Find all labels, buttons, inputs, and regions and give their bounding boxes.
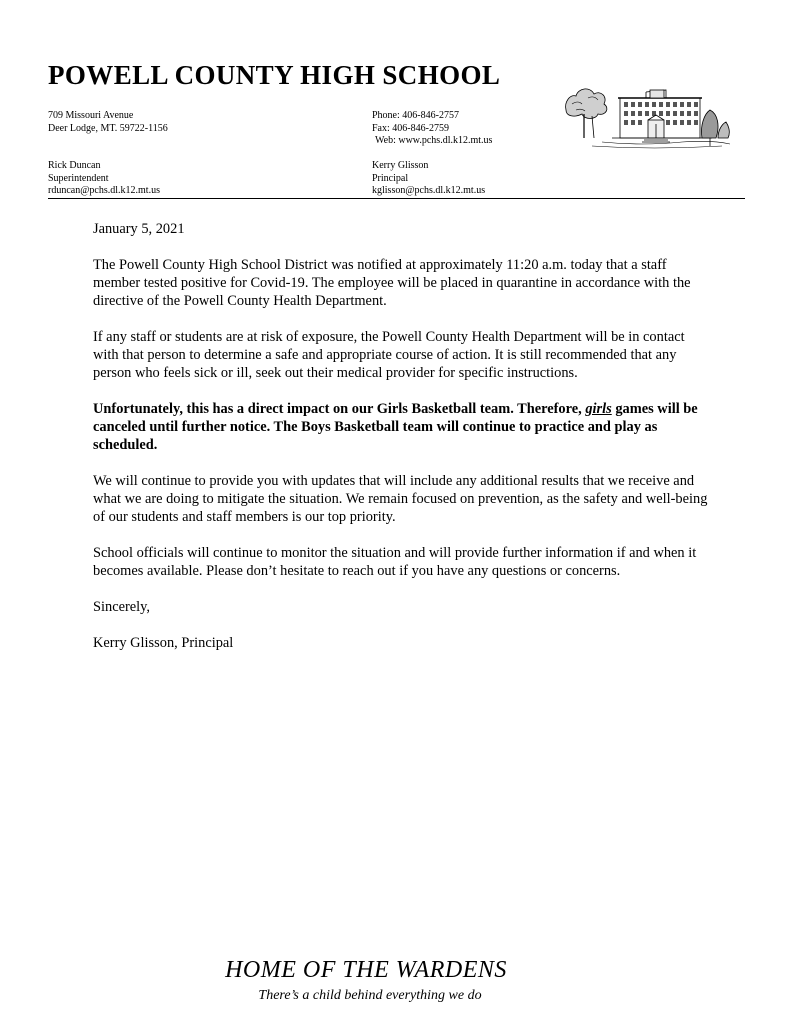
principal-email: kglisson@pchs.dl.k12.mt.us bbox=[372, 185, 486, 196]
principal-title: Principal bbox=[372, 172, 409, 184]
principal-block bbox=[372, 160, 485, 198]
girls-emphasis: girls bbox=[585, 401, 612, 417]
letter-body bbox=[93, 220, 713, 670]
school-building-icon bbox=[562, 80, 732, 152]
paragraph-updates: We will continue to provide you with updates that will include any additional results that we receive and what we are doing to mitigate the situation. We remain focused on prevention, as the safety and well-being of our students and staff members is our top priority. bbox=[93, 473, 708, 525]
school-contact bbox=[372, 110, 492, 148]
signature: Kerry Glisson, Principal bbox=[93, 635, 234, 651]
school-address bbox=[48, 110, 168, 135]
basketball-impact-text-2: games will be canceled until further notice. The Boys Basketball team will continue to practice and play as scheduled. bbox=[93, 401, 698, 453]
superintendent-title: Superintendent bbox=[48, 172, 109, 184]
closing: Sincerely, bbox=[93, 599, 151, 615]
paragraph-monitoring: School officials will continue to monitor the situation and will provide further information if and when it becomes available. Please don’t hesitate to reach out if you have any questions or concerns. bbox=[93, 545, 697, 579]
paragraph-exposure: If any staff or students are at risk of exposure, the Powell County Health Department will be in contact with that person to determine a safe and appropriate course of action. It is still recommended that any person who feels sick or ill, seek out their medical provider for specific instructions. bbox=[93, 329, 685, 381]
superintendent-name: Rick Duncan bbox=[48, 160, 101, 171]
website: Web: www.pchs.dl.k12.mt.us bbox=[375, 135, 493, 146]
basketball-impact-text-1: Unfortunately, this has a direct impact on our Girls Basketball team. Therefore, bbox=[93, 401, 586, 417]
paragraph-notification: The Powell County High School District was notified at approximately 11:20 a.m. today that a staff member tested positive for Covid-19. The employee will be placed in quarantine in accordance with the directive of the Powell County Health Department. bbox=[93, 257, 691, 309]
paragraph-basketball-impact bbox=[93, 400, 713, 454]
letterhead-divider bbox=[48, 198, 745, 199]
footer-motto: There’s a child behind everything we do bbox=[258, 988, 482, 1003]
superintendent-email: rduncan@pchs.dl.k12.mt.us bbox=[48, 185, 160, 196]
school-name: POWELL COUNTY HIGH SCHOOL bbox=[48, 60, 501, 90]
address-line-2: Deer Lodge, MT. 59722-1156 bbox=[48, 122, 168, 134]
superintendent-block bbox=[48, 160, 160, 198]
address-line-1: 709 Missouri Avenue bbox=[48, 110, 134, 121]
principal-name: Kerry Glisson bbox=[372, 160, 429, 171]
phone-number: Phone: 406-846-2757 bbox=[372, 110, 459, 121]
footer-title: HOME OF THE WARDENS bbox=[225, 957, 507, 983]
letter-date: January 5, 2021 bbox=[93, 221, 185, 237]
fax-number: Fax: 406-846-2759 bbox=[372, 122, 449, 134]
